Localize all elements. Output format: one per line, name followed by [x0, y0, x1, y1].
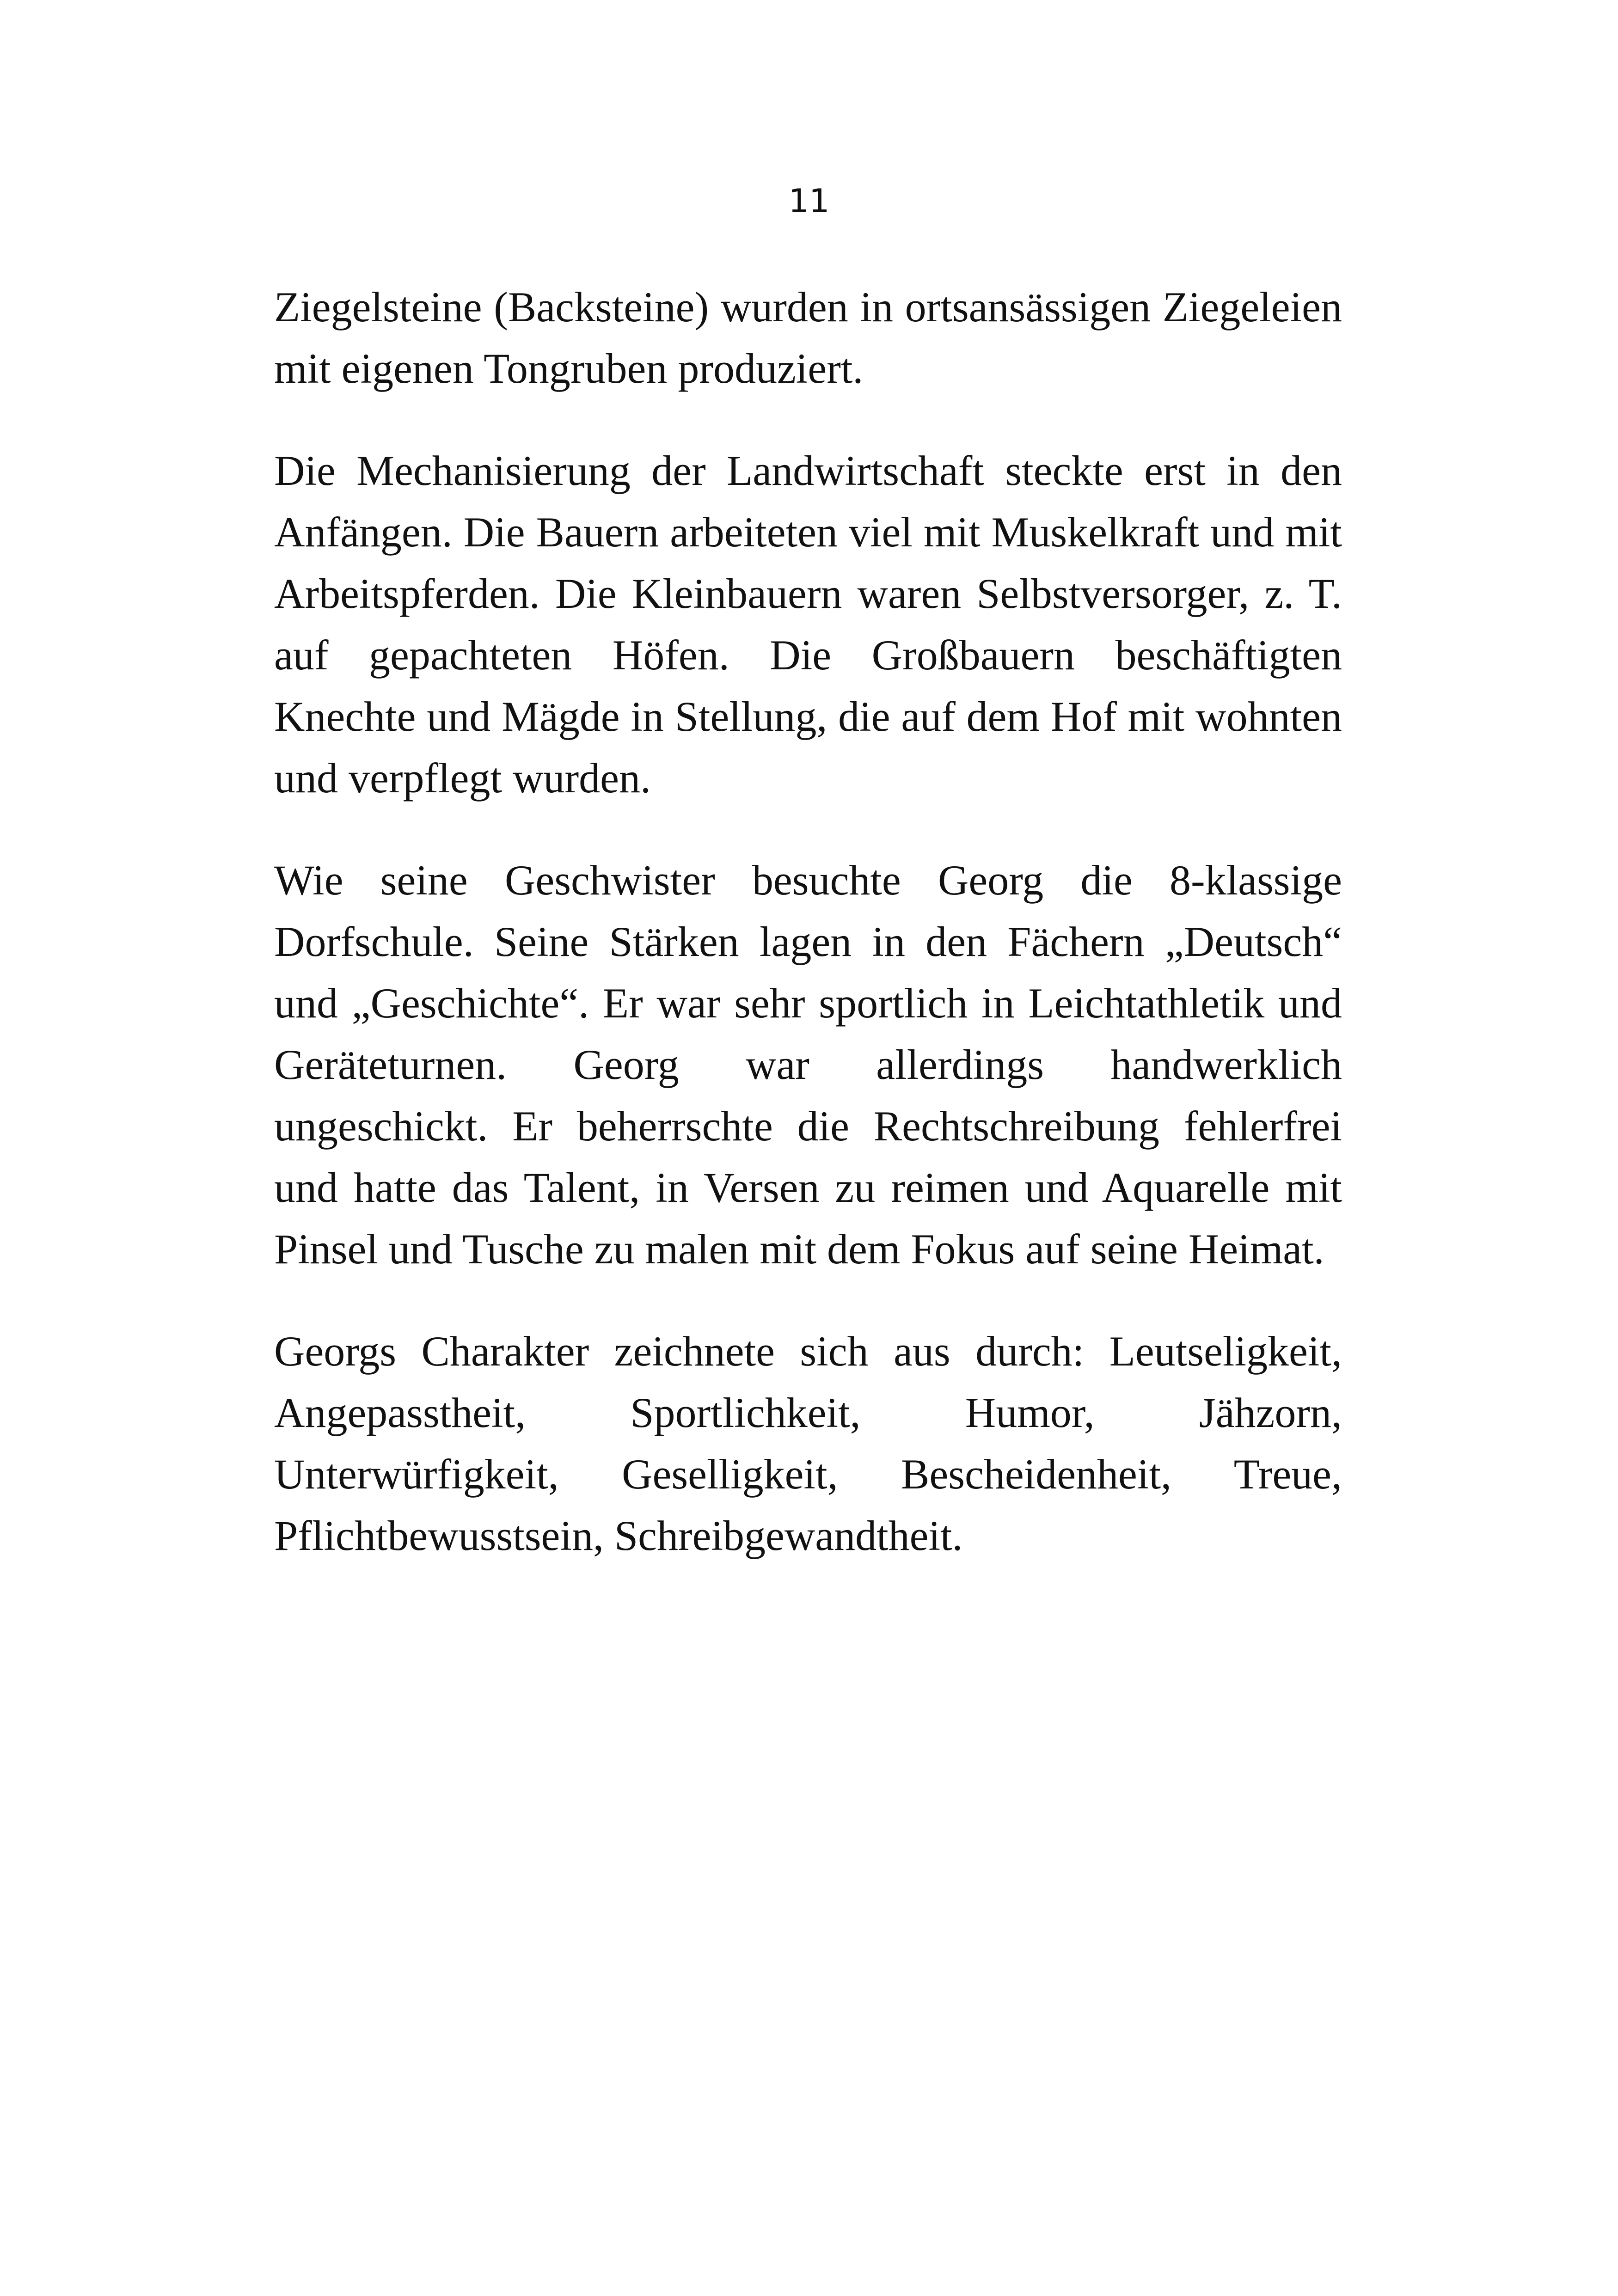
body-text [274, 276, 1342, 1567]
page-number: 11 [788, 182, 830, 220]
paragraph-school: Wie seine Geschwister besuchte Georg die 8-klassige Dorfschule. Seine Stärken lagen in den Fächern „Deutsch“ und „Geschichte“. Er war sehr sportlich in Leichtathletik und Geräteturnen. Georg war allerdings handwerklich ungeschickt. Er beherrschte die Rechtschreibung fehlerfrei und hatte das Talent, in Versen zu reimen und Aquarelle mit Pinsel und Tusche zu malen mit dem Fokus auf seine Heimat. [274, 857, 1342, 1273]
paragraph-brick-production: Ziegelsteine (Backsteine) wurden in ortsansässigen Ziegeleien mit eigenen Tongruben produziert. [274, 283, 1342, 392]
paragraph-agriculture: Die Mechanisierung der Landwirtschaft steckte erst in den Anfängen. Die Bauern arbeiteten viel mit Muskelkraft und mit Arbeitspferden. Die Kleinbauern waren Selbstversorger, z. T. auf gepachteten Höfen. Die Großbauern beschäftigten Knechte und Mägde in Stellung, die auf dem Hof mit wohnten und verpflegt wurden. [274, 447, 1342, 802]
paragraph-character: Georgs Charakter zeichnete sich aus durch: Leutseligkeit, Angepasstheit, Sportlichkeit, Humor, Jähzorn, Unterwürfigkeit, Geselligkeit, Bescheidenheit, Treue, Pflichtbewusstsein, Schreibgewandtheit. [274, 1328, 1342, 1559]
